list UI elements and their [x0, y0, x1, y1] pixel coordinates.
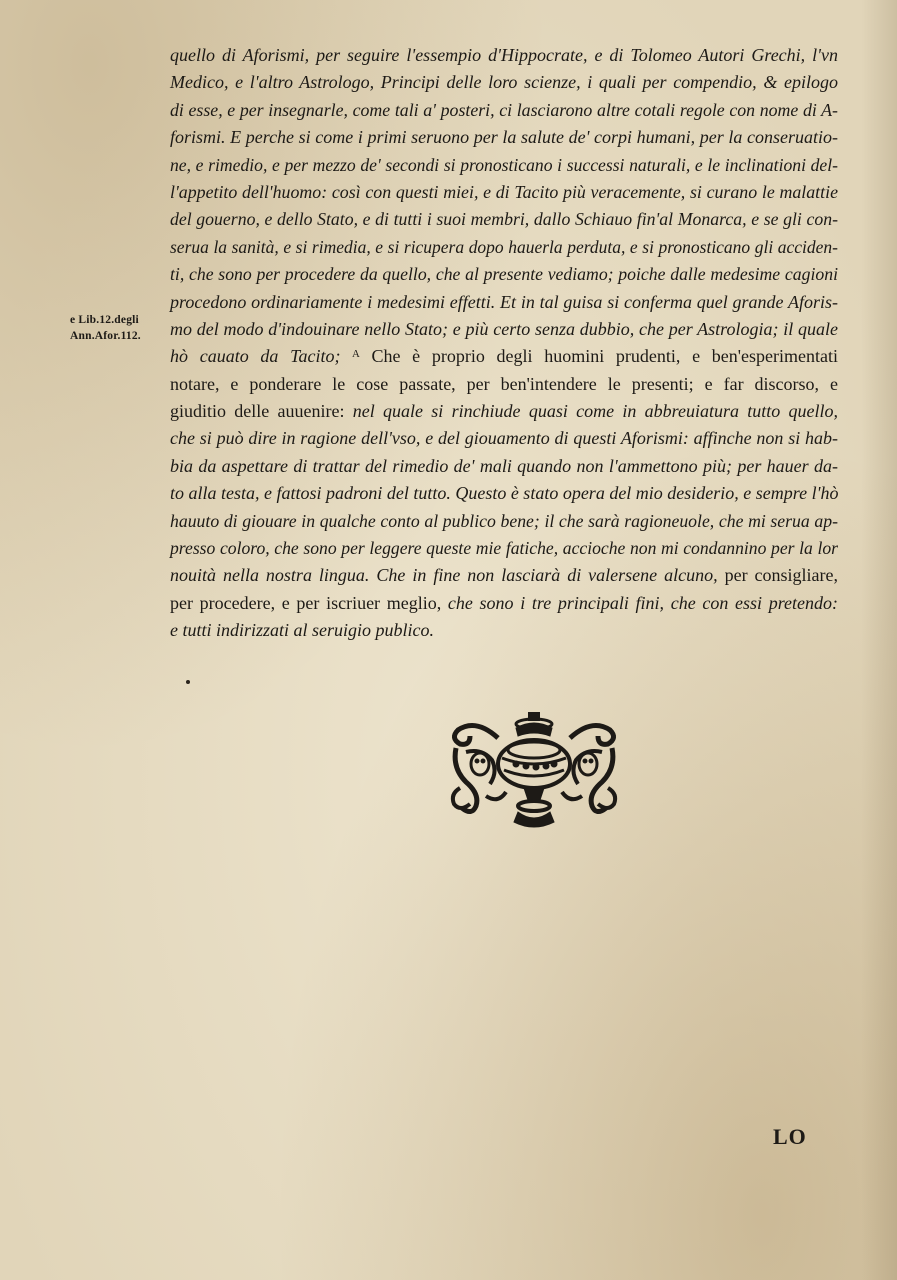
text-line	[170, 371, 838, 398]
text-line	[170, 562, 838, 589]
text-segment: hò cauato da Tacito;	[170, 346, 353, 367]
text-segment: nouità nella nostra lingua. Che in fine non lasciarà di valersene alcuno,	[170, 565, 725, 586]
text-line	[170, 179, 838, 206]
text-segment: notare, e ponderare le cose passate, per ben'intendere le presenti; e far discorso, e	[170, 373, 838, 394]
text-segment: di esse, e per insegnarle, come tali a' posteri, ci lasciarono altre cotali regole con nome di A-	[170, 99, 838, 120]
text-segment: per consigliare,	[724, 565, 838, 586]
text-segment: e tutti indirizzati al seruigio publico.	[170, 620, 435, 641]
text-segment: to alla testa, e fattosi padroni del tutto. Questo è stato opera del mio desiderio, e sempre l'hò	[170, 483, 839, 504]
text-line	[170, 42, 838, 69]
marginal-note-line: e Lib.12.degli	[70, 314, 139, 326]
text-segment: del gouerno, e dello Stato, e di tutti i suoi membri, dallo Schiauo fin'al Monarca, e se gli con-	[170, 209, 838, 230]
catchword: LO	[773, 1124, 807, 1149]
text-line	[170, 289, 838, 316]
text-line	[170, 97, 838, 124]
text-line	[170, 425, 838, 452]
text-line	[170, 234, 838, 261]
text-segment: forismi. E perche si come i primi seruono per la salute de' corpi humani, per la conseruatio-	[170, 127, 838, 148]
text-segment: ᴬ Che è proprio degli huomini prudenti, e ben'esperimentati	[352, 346, 839, 367]
text-line	[170, 453, 838, 480]
text-line	[170, 480, 838, 507]
text-segment: bia da aspettare di trattar del rimedio de' mali quando non l'ammettono più; per hauer da-	[170, 455, 838, 476]
text-line	[170, 152, 838, 179]
text-segment: giuditio delle auuenire:	[170, 401, 353, 422]
main-text-block	[170, 42, 838, 645]
text-line	[170, 261, 838, 288]
marginal-note-line: Ann.Afor.112.	[70, 330, 141, 342]
text-segment: per procedere, e per iscriuer meglio,	[170, 592, 448, 613]
text-segment: l'appetito dell'huomo: così con questi miei, e di Tacito più veracemente, si curano le malattie	[170, 181, 838, 202]
text-line	[170, 124, 838, 151]
text-line	[170, 590, 838, 617]
text-segment: che si può dire in ragione dell'vso, e del giouamento di questi Aforismi: affinche non si hab-	[170, 428, 838, 449]
text-line	[170, 535, 838, 562]
text-segment: hauuto di giouare in qualche conto al publico bene; il che sarà ragioneuole, che mi serua ap-	[170, 510, 838, 531]
text-line	[170, 343, 838, 370]
urn-ornament-icon	[446, 708, 622, 836]
text-segment: Medico, e l'altro Astrologo, Principi delle loro scienze, i quali per compendio, & epilogo	[170, 72, 838, 93]
text-segment: nel quale si rinchiude quasi come in abbreuiatura tutto quello,	[352, 401, 838, 422]
text-line	[170, 508, 838, 535]
text-segment: procedono ordinariamente i medesimi effetti. Et in tal guisa si conferma quel grande Aforis-	[170, 291, 838, 312]
text-segment: che sono i tre principali fini, che con essi pretendo:	[447, 592, 839, 613]
text-line	[170, 398, 838, 425]
text-line	[170, 69, 838, 96]
text-segment: quello di Aforismi, per seguire l'essempio d'Hippocrate, e di Tolomeo Autori Grechi, l'vn	[170, 45, 838, 65]
text-line	[170, 316, 838, 343]
text-line	[170, 206, 838, 233]
marginal-note	[70, 312, 170, 344]
text-segment: ne, e rimedio, e per mezzo de' secondi si pronosticano i successi naturali, e le inclinationi del-	[170, 154, 838, 175]
text-segment: mo del modo d'indouinare nello Stato; e più certo senza dubbio, che per Astrologia; il quale	[170, 318, 838, 339]
text-line	[170, 617, 838, 644]
text-segment: presso coloro, che sono per leggere queste mie fatiche, accioche non mi condannino per la lor	[170, 538, 838, 559]
page-gutter-shadow	[861, 0, 897, 1280]
text-segment: ti, che sono per procedere da quello, che al presente vediamo; poiche dalle medesime cagioni	[170, 264, 838, 285]
text-segment: serua la sanità, e si rimedia, e si ricupera dopo hauerla perduta, e si pronosticano gli acciden-	[170, 236, 838, 257]
ink-speck	[186, 680, 190, 684]
